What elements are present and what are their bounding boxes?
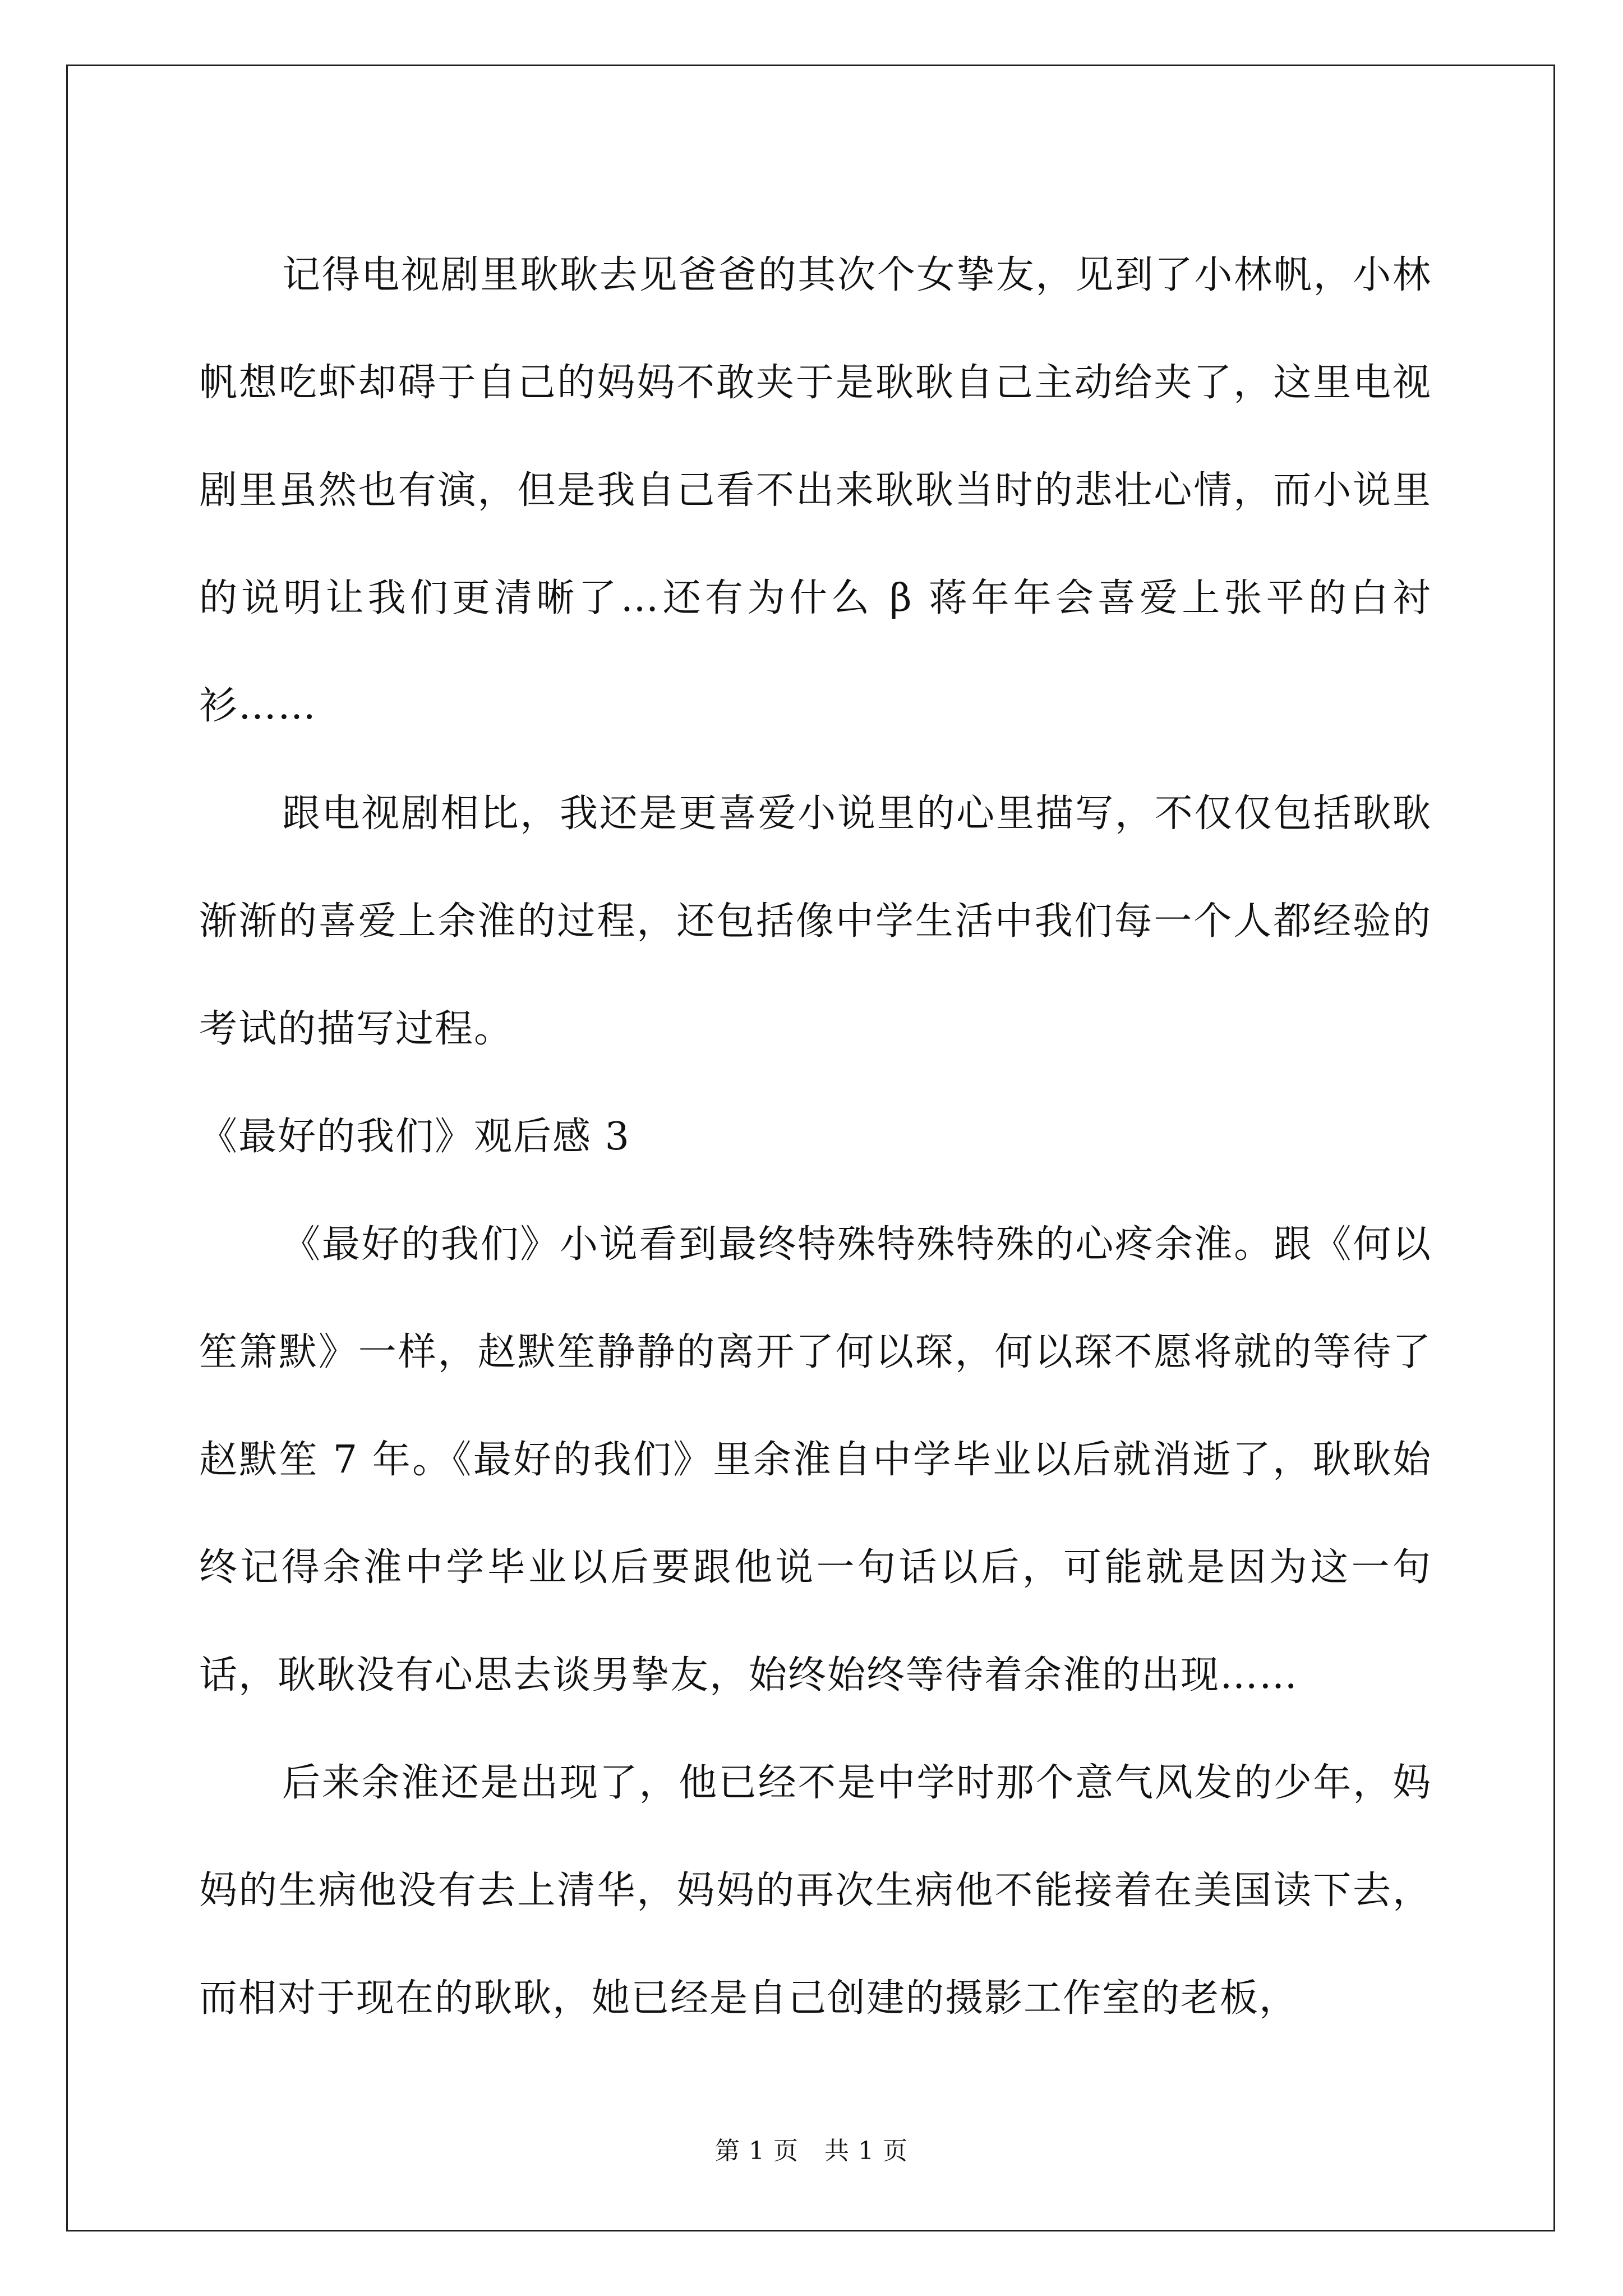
document-body xyxy=(199,222,1432,2053)
paragraph-4: 后来余淮还是出现了，他已经不是中学时那个意气风发的少年，妈妈的生病他没有去上清华，妈妈的再次生病他不能接着在美国读下去，而相对于现在的耿耿，她已经是自己创建的摄影工作室的老板， xyxy=(199,1761,1432,2021)
section-title: 《最好的我们》观后感 3 xyxy=(199,1115,630,1159)
page-number: 第 1 页 xyxy=(715,2137,799,2165)
paragraph-3: 《最好的我们》小说看到最终特殊特殊特殊的心疼余淮。跟《何以笙箫默》一样，赵默笙静静的离开了何以琛，何以琛不愿将就的等待了赵默笙 7 年。《最好的我们》里余淮自中学毕业以后就消逝了，耿耿始终记得余淮中学毕业以后要跟他说一句话以后，可能就是因为这一句话，耿耿没有心思去谈男挚友，始终始终等待着余淮的出现…… xyxy=(199,1222,1432,1697)
page-footer xyxy=(0,2134,1623,2168)
paragraph-1: 记得电视剧里耿耿去见爸爸的其次个女挚友，见到了小林帆，小林帆想吃虾却碍于自己的妈妈不敢夹于是耿耿自己主动给夹了，这里电视剧里虽然也有演，但是我自己看不出来耿耿当时的悲壮心情，而小说里的说明让我们更清晰了…还有为什么 β 蒋年年会喜爱上张平的白衬衫…… xyxy=(199,253,1432,728)
page-total: 共 1 页 xyxy=(824,2137,908,2165)
paragraph-2: 跟电视剧相比，我还是更喜爱小说里的心里描写，不仅仅包括耿耿渐渐的喜爱上余淮的过程，还包括像中学生活中我们每一个人都经验的考试的描写过程。 xyxy=(199,792,1432,1051)
